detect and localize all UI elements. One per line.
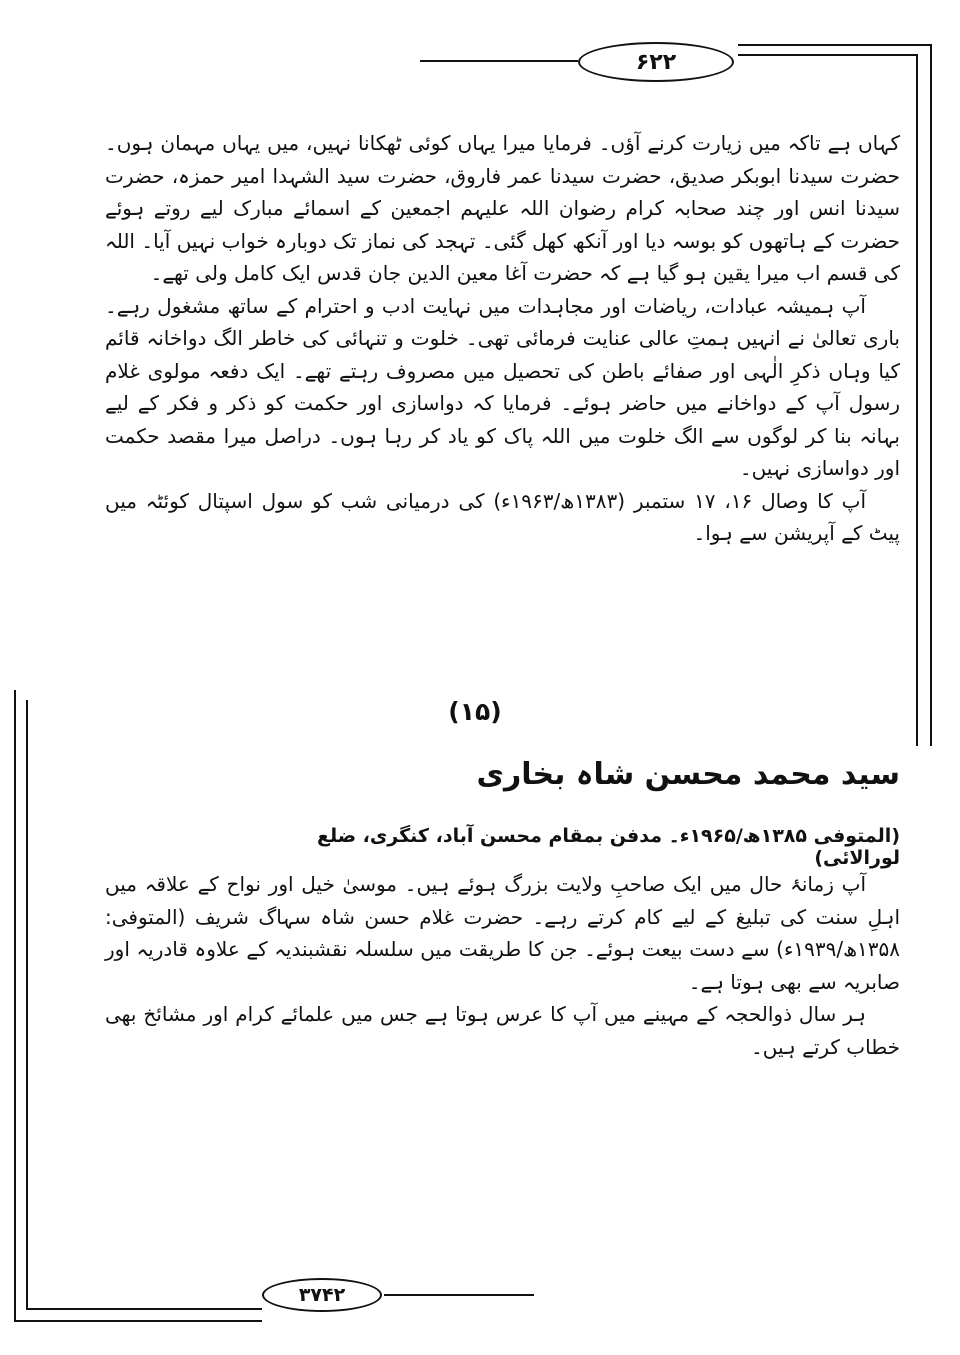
upper-frame-left-line (420, 60, 578, 62)
paragraph: آپ کا وصال ۱۶، ۱۷ ستمبر (۱۳۸۳ھ/۱۹۶۳ء) کی درمیانی شب کو سول اسپتال کوئٹہ میں پیٹ کے آپریشن سے ہوا۔ (105, 488, 900, 545)
bottom-text-block (105, 868, 900, 1063)
page-number: ۶۲۲ (635, 49, 677, 75)
paragraph: ہر سال ذوالحجہ کے مہینے میں آپ کا عرس ہوتا ہے جس میں علمائے کرام اور مشائخ بھی خطاب کرتے ہیں۔ (105, 1002, 900, 1059)
paragraph: آپ ہمیشہ عبادات، ریاضات اور مجاہدات میں نہایت ادب و احترام کے ساتھ مشغول رہے۔ باری تعالیٰ نے انہیں ہمتِ عالی عنایت فرمائی تھی۔ خلوت و تنہائی کی خاطر الگ دواخانہ قائم کیا وہاں ذکرِ الٰہی اور صفائے باطن کی تحصیل میں مصروف رہتے تھے۔ ایک دفعہ مولوی غلام رسول آپ کے دواخانے میں حاضر ہوئے۔ فرمایا کہ دواسازی اور حکمت کو ذکر و فکر کے لیے بہانہ بنا کر لوگوں سے الگ خلوت میں اللہ پاک کو یاد کر رہا ہوں۔ دراصل میرا مقصد حکمت اور دواسازی نہیں۔ (105, 293, 900, 480)
paragraph: آپ زمانۂ حال میں ایک صاحبِ ولایت بزرگ ہوئے ہیں۔ موسیٰ خیل اور نواح کے علاقہ میں اہلِ سنت کی تبلیغ کے لیے کام کرتے رہے۔ حضرت غلام حسن شاہ سہاگ شریف (المتوفی: ۱۳۵۸ھ/۱۹۳۹ء) سے دست بیعت ہوئے۔ جن کا طریقت میں سلسلہ نقشبندیہ کے علاوہ قادریہ اور صابریہ سے بھی ہوتا ہے۔ (105, 872, 900, 994)
section-subtitle: (المتوفی ۱۳۸۵ھ/۱۹۶۵ء۔ مدفن بمقام محسن آباد، کنگری، ضلع لورالائی) (316, 825, 900, 869)
lower-frame-right-line (384, 1294, 534, 1296)
top-text-block (105, 127, 900, 550)
volume-page-number: ۳۷۴۲ (298, 1284, 346, 1306)
volume-page-badge (262, 1278, 382, 1312)
page-number-badge (578, 42, 734, 82)
paragraph: کہاں ہے تاکہ میں زیارت کرنے آؤں۔ فرمایا میرا یہاں کوئی ٹھکانا نہیں، میں یہاں مہمان ہوں۔ حضرت سیدنا ابوبکر صدیق، حضرت سیدنا عمر فاروق، حضرت سید الشہدا امیر حمزہ، حضرت سیدنا انس اور چند صحابہ کرام رضوان اللہ علیہم اجمعین کے اسمائے مبارک لیے روتے ہوئے حضرت کے ہاتھوں کو بوسہ دیا اور آنکھ کھل گئی۔ تہجد کی نماز تک دوبارہ خواب نہیں آیا۔ اللہ کی قسم اب میرا یقین ہو گیا ہے کہ حضرت آغا معین الدین جان قدس ایک کامل ولی تھے۔ (105, 131, 900, 285)
section-title: سید محمد محسن شاہ بخاری (476, 757, 900, 792)
section-number: (۱۵) (448, 697, 502, 726)
